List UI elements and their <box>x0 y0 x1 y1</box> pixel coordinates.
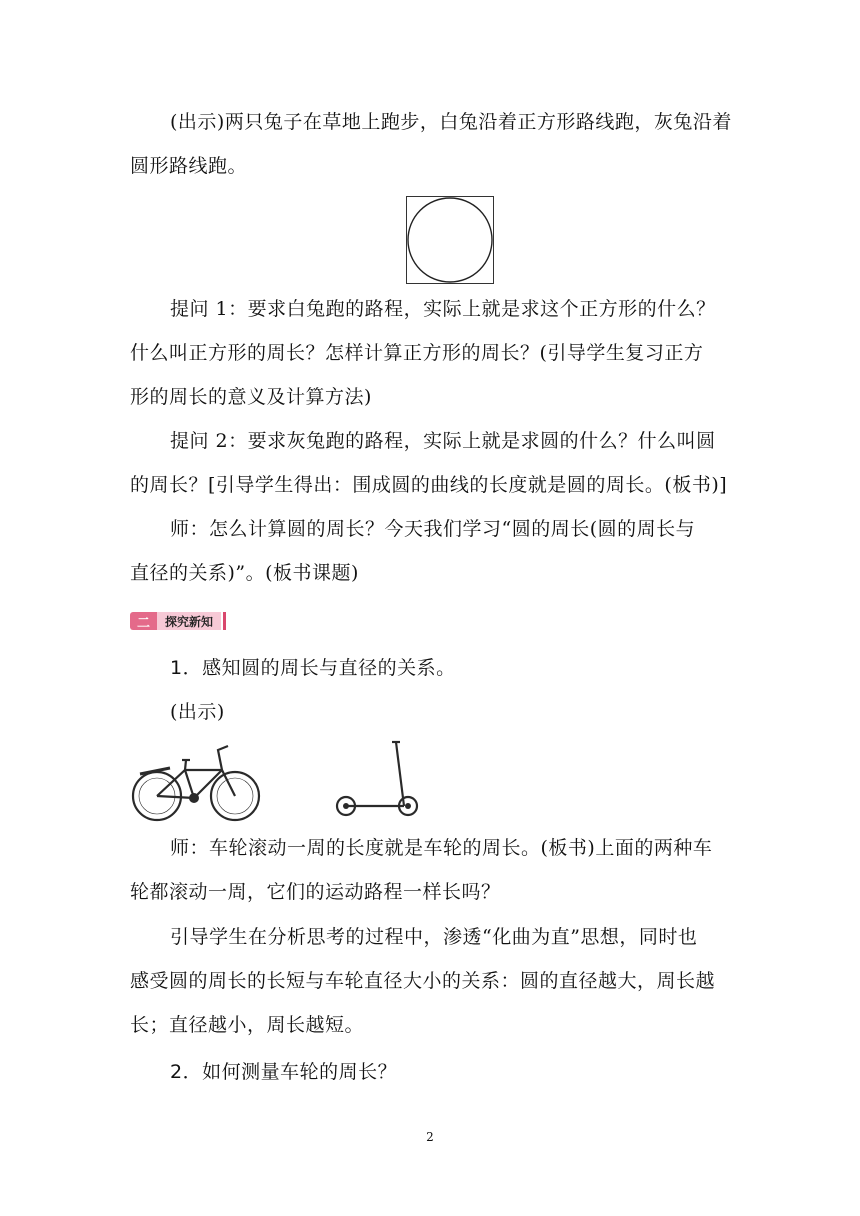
teacher1-paragraph <box>130 507 730 595</box>
text-line: 师：车轮滚动一周的长度就是车轮的周长。(板书)上面的两种车 <box>170 837 713 859</box>
section-heading-tag <box>130 612 226 630</box>
step2-block <box>130 1050 730 1094</box>
text-line: 直径的关系)”。(板书课题) <box>130 562 359 584</box>
square-with-inscribed-circle-figure <box>406 196 494 284</box>
text-line: (出示)两只兔子在草地上跑步，白兔沿着正方形路线跑，灰兔沿着 <box>170 111 732 133</box>
text-line: 轮都滚动一周，它们的运动路程一样长吗？ <box>130 881 501 903</box>
section-tag-bar <box>223 612 226 630</box>
section-number: 二 <box>130 612 157 630</box>
text-line: 圆形路线跑。 <box>130 155 248 177</box>
text-line: 师：怎么计算圆的周长？今天我们学习“圆的周长(圆的周长与 <box>170 518 696 540</box>
text-line: 形的周长的意义及计算方法) <box>130 386 372 408</box>
page-number: 2 <box>426 1130 434 1144</box>
scooter-illustration <box>332 738 424 822</box>
step1-block <box>130 646 730 734</box>
text-line: 引导学生在分析思考的过程中，渗透“化曲为直”思想，同时也 <box>170 926 698 948</box>
question2-paragraph <box>130 419 730 507</box>
text-line: 什么叫正方形的周长？怎样计算正方形的周长？(引导学生复习正方 <box>130 342 704 364</box>
step2-heading: 2．如何测量车轮的周长？ <box>170 1061 398 1083</box>
guide-paragraph <box>130 915 730 1047</box>
step1-heading: 1．感知圆的周长与直径的关系。 <box>170 657 456 679</box>
show-label: (出示) <box>170 701 225 723</box>
bicycle-illustration <box>130 738 262 828</box>
text-line: 提问 1：要求白兔跑的路程，实际上就是求这个正方形的什么？ <box>170 298 716 320</box>
intro-paragraph <box>130 100 730 188</box>
text-line: 的周长？[引导学生得出：围成圆的曲线的长度就是圆的周长。(板书)] <box>130 474 728 496</box>
section-title: 探究新知 <box>157 612 221 630</box>
teacher2-paragraph <box>130 826 730 914</box>
text-line: 感受圆的周长的长短与车轮直径大小的关系：圆的直径越大，周长越 <box>130 970 716 992</box>
text-line: 长；直径越小，周长越短。 <box>130 1014 365 1036</box>
question1-paragraph <box>130 287 730 419</box>
text-line: 提问 2：要求灰兔跑的路程，实际上就是求圆的什么？什么叫圆 <box>170 430 716 452</box>
